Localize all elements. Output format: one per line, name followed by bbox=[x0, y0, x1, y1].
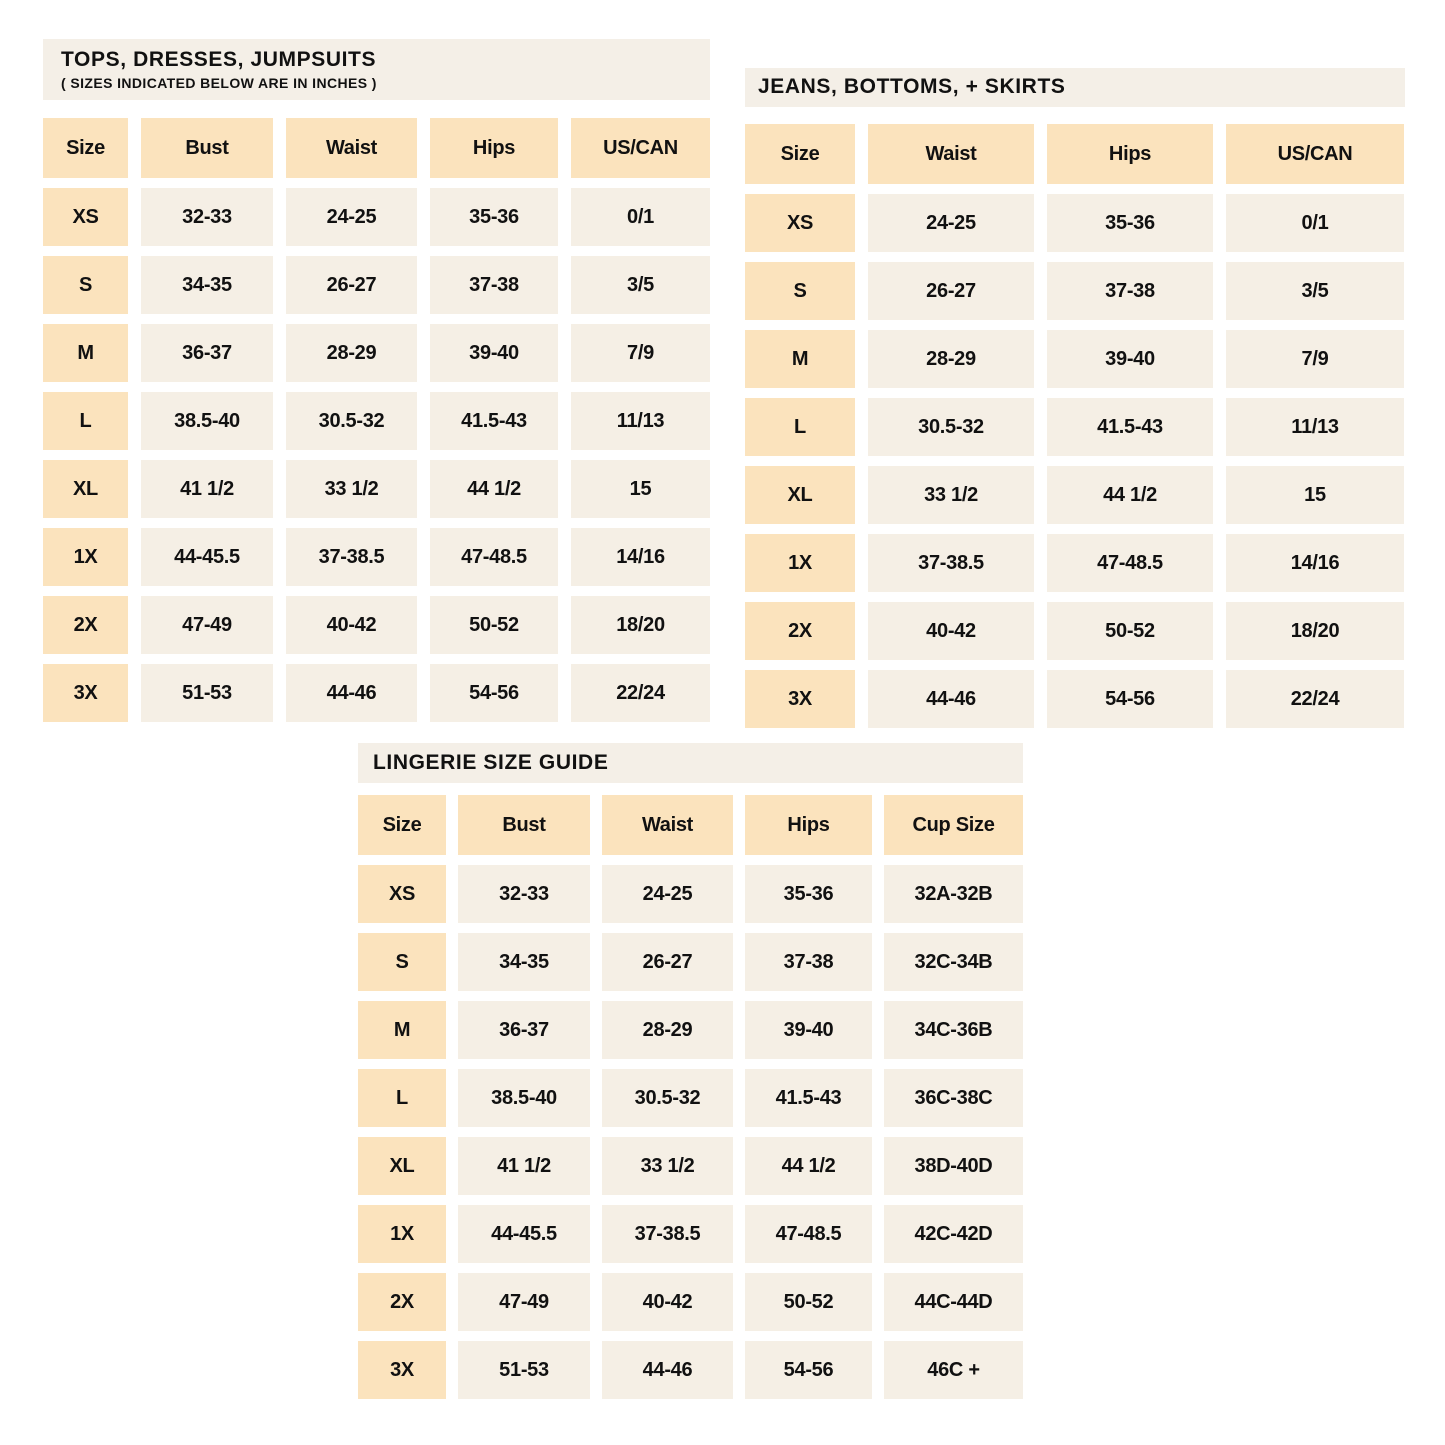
size-cell-s: S bbox=[745, 262, 855, 320]
us-can-cell-1x: 14/16 bbox=[1226, 534, 1404, 592]
bust-cell-xl: 41 1/2 bbox=[458, 1137, 590, 1195]
us-can-cell-xs: 0/1 bbox=[1226, 194, 1404, 252]
hips-cell-l: 41.5-43 bbox=[1047, 398, 1213, 456]
hips-cell-2x: 50-52 bbox=[745, 1273, 872, 1331]
waist-cell-m: 28-29 bbox=[286, 324, 417, 382]
bust-cell-xl: 41 1/2 bbox=[141, 460, 273, 518]
us-can-cell-s: 3/5 bbox=[1226, 262, 1404, 320]
us-can-cell-1x: 14/16 bbox=[571, 528, 710, 586]
column-header-bust: Bust bbox=[458, 795, 590, 855]
hips-cell-xl: 44 1/2 bbox=[745, 1137, 872, 1195]
bust-cell-3x: 51-53 bbox=[458, 1341, 590, 1399]
hips-cell-m: 39-40 bbox=[1047, 330, 1213, 388]
size-cell-xs: XS bbox=[43, 188, 128, 246]
waist-cell-1x: 37-38.5 bbox=[602, 1205, 733, 1263]
hips-cell-l: 41.5-43 bbox=[430, 392, 558, 450]
hips-cell-1x: 47-48.5 bbox=[430, 528, 558, 586]
size-cell-s: S bbox=[43, 256, 128, 314]
size-cell-2x: 2X bbox=[745, 602, 855, 660]
waist-cell-2x: 40-42 bbox=[286, 596, 417, 654]
bust-cell-2x: 47-49 bbox=[458, 1273, 590, 1331]
cup-size-cell-xl: 38D-40D bbox=[884, 1137, 1023, 1195]
column-header-waist: Waist bbox=[868, 124, 1034, 184]
size-cell-2x: 2X bbox=[358, 1273, 446, 1331]
column-header-waist: Waist bbox=[602, 795, 733, 855]
waist-cell-xs: 24-25 bbox=[602, 865, 733, 923]
us-can-cell-2x: 18/20 bbox=[1226, 602, 1404, 660]
hips-cell-1x: 47-48.5 bbox=[1047, 534, 1213, 592]
waist-cell-xs: 24-25 bbox=[868, 194, 1034, 252]
column-header-size: Size bbox=[745, 124, 855, 184]
us-can-cell-s: 3/5 bbox=[571, 256, 710, 314]
cup-size-cell-s: 32C-34B bbox=[884, 933, 1023, 991]
jeans-bottoms-skirts-table-section bbox=[745, 68, 1405, 728]
waist-cell-3x: 44-46 bbox=[868, 670, 1034, 728]
bust-cell-1x: 44-45.5 bbox=[141, 528, 273, 586]
bust-cell-l: 38.5-40 bbox=[141, 392, 273, 450]
waist-cell-s: 26-27 bbox=[602, 933, 733, 991]
hips-cell-3x: 54-56 bbox=[430, 664, 558, 722]
cup-size-cell-xs: 32A-32B bbox=[884, 865, 1023, 923]
waist-cell-s: 26-27 bbox=[286, 256, 417, 314]
cup-size-cell-2x: 44C-44D bbox=[884, 1273, 1023, 1331]
cup-size-cell-1x: 42C-42D bbox=[884, 1205, 1023, 1263]
column-header-size: Size bbox=[358, 795, 446, 855]
us-can-cell-xl: 15 bbox=[571, 460, 710, 518]
size-cell-3x: 3X bbox=[43, 664, 128, 722]
lingerie-table-title-banner bbox=[358, 743, 1023, 783]
us-can-cell-3x: 22/24 bbox=[571, 664, 710, 722]
us-can-cell-l: 11/13 bbox=[1226, 398, 1404, 456]
waist-cell-1x: 37-38.5 bbox=[868, 534, 1034, 592]
waist-cell-2x: 40-42 bbox=[602, 1273, 733, 1331]
waist-cell-s: 26-27 bbox=[868, 262, 1034, 320]
size-cell-s: S bbox=[358, 933, 446, 991]
tops-dresses-jumpsuits-table-section bbox=[43, 39, 710, 722]
size-cell-3x: 3X bbox=[745, 670, 855, 728]
waist-cell-xl: 33 1/2 bbox=[868, 466, 1034, 524]
hips-cell-xl: 44 1/2 bbox=[1047, 466, 1213, 524]
size-cell-xs: XS bbox=[745, 194, 855, 252]
bust-cell-2x: 47-49 bbox=[141, 596, 273, 654]
hips-cell-2x: 50-52 bbox=[1047, 602, 1213, 660]
cup-size-cell-l: 36C-38C bbox=[884, 1069, 1023, 1127]
hips-cell-m: 39-40 bbox=[745, 1001, 872, 1059]
tops-table-subtitle: ( SIZES INDICATED BELOW ARE IN INCHES ) bbox=[61, 75, 377, 92]
waist-cell-3x: 44-46 bbox=[286, 664, 417, 722]
cup-size-cell-m: 34C-36B bbox=[884, 1001, 1023, 1059]
size-cell-m: M bbox=[43, 324, 128, 382]
us-can-cell-xl: 15 bbox=[1226, 466, 1404, 524]
hips-cell-xl: 44 1/2 bbox=[430, 460, 558, 518]
bust-cell-s: 34-35 bbox=[458, 933, 590, 991]
column-header-size: Size bbox=[43, 118, 128, 178]
us-can-cell-xs: 0/1 bbox=[571, 188, 710, 246]
column-header-cup-size: Cup Size bbox=[884, 795, 1023, 855]
bust-cell-xs: 32-33 bbox=[141, 188, 273, 246]
size-cell-xl: XL bbox=[358, 1137, 446, 1195]
hips-cell-s: 37-38 bbox=[430, 256, 558, 314]
us-can-cell-2x: 18/20 bbox=[571, 596, 710, 654]
hips-cell-xs: 35-36 bbox=[430, 188, 558, 246]
size-cell-2x: 2X bbox=[43, 596, 128, 654]
column-header-waist: Waist bbox=[286, 118, 417, 178]
waist-cell-l: 30.5-32 bbox=[286, 392, 417, 450]
us-can-cell-m: 7/9 bbox=[1226, 330, 1404, 388]
hips-cell-3x: 54-56 bbox=[745, 1341, 872, 1399]
us-can-cell-m: 7/9 bbox=[571, 324, 710, 382]
size-cell-m: M bbox=[358, 1001, 446, 1059]
waist-cell-xs: 24-25 bbox=[286, 188, 417, 246]
size-cell-xs: XS bbox=[358, 865, 446, 923]
hips-cell-l: 41.5-43 bbox=[745, 1069, 872, 1127]
hips-cell-s: 37-38 bbox=[745, 933, 872, 991]
bust-cell-l: 38.5-40 bbox=[458, 1069, 590, 1127]
jeans-size-table bbox=[745, 124, 1405, 728]
waist-cell-1x: 37-38.5 bbox=[286, 528, 417, 586]
size-cell-l: L bbox=[358, 1069, 446, 1127]
waist-cell-l: 30.5-32 bbox=[602, 1069, 733, 1127]
column-header-hips: Hips bbox=[1047, 124, 1213, 184]
jeans-table-title-banner bbox=[745, 68, 1405, 107]
hips-cell-1x: 47-48.5 bbox=[745, 1205, 872, 1263]
lingerie-table-title: LINGERIE SIZE GUIDE bbox=[373, 750, 609, 774]
cup-size-cell-3x: 46C + bbox=[884, 1341, 1023, 1399]
bust-cell-m: 36-37 bbox=[458, 1001, 590, 1059]
hips-cell-xs: 35-36 bbox=[1047, 194, 1213, 252]
bust-cell-1x: 44-45.5 bbox=[458, 1205, 590, 1263]
column-header-us-can: US/CAN bbox=[1226, 124, 1404, 184]
size-cell-m: M bbox=[745, 330, 855, 388]
lingerie-size-guide-table-section bbox=[358, 743, 1023, 1399]
hips-cell-2x: 50-52 bbox=[430, 596, 558, 654]
bust-cell-m: 36-37 bbox=[141, 324, 273, 382]
size-cell-xl: XL bbox=[43, 460, 128, 518]
size-cell-1x: 1X bbox=[745, 534, 855, 592]
waist-cell-m: 28-29 bbox=[868, 330, 1034, 388]
bust-cell-s: 34-35 bbox=[141, 256, 273, 314]
tops-size-table bbox=[43, 118, 710, 722]
waist-cell-l: 30.5-32 bbox=[868, 398, 1034, 456]
waist-cell-xl: 33 1/2 bbox=[602, 1137, 733, 1195]
tops-table-title: TOPS, DRESSES, JUMPSUITS bbox=[61, 47, 377, 71]
waist-cell-xl: 33 1/2 bbox=[286, 460, 417, 518]
size-cell-l: L bbox=[745, 398, 855, 456]
hips-cell-m: 39-40 bbox=[430, 324, 558, 382]
bust-cell-xs: 32-33 bbox=[458, 865, 590, 923]
hips-cell-3x: 54-56 bbox=[1047, 670, 1213, 728]
size-cell-xl: XL bbox=[745, 466, 855, 524]
size-cell-l: L bbox=[43, 392, 128, 450]
column-header-hips: Hips bbox=[430, 118, 558, 178]
waist-cell-m: 28-29 bbox=[602, 1001, 733, 1059]
waist-cell-2x: 40-42 bbox=[868, 602, 1034, 660]
waist-cell-3x: 44-46 bbox=[602, 1341, 733, 1399]
column-header-hips: Hips bbox=[745, 795, 872, 855]
us-can-cell-3x: 22/24 bbox=[1226, 670, 1404, 728]
size-cell-3x: 3X bbox=[358, 1341, 446, 1399]
tops-table-title-banner bbox=[43, 39, 710, 100]
size-cell-1x: 1X bbox=[358, 1205, 446, 1263]
column-header-us-can: US/CAN bbox=[571, 118, 710, 178]
us-can-cell-l: 11/13 bbox=[571, 392, 710, 450]
jeans-table-title: JEANS, BOTTOMS, + SKIRTS bbox=[758, 75, 1066, 99]
column-header-bust: Bust bbox=[141, 118, 273, 178]
hips-cell-s: 37-38 bbox=[1047, 262, 1213, 320]
size-cell-1x: 1X bbox=[43, 528, 128, 586]
lingerie-size-table bbox=[358, 795, 1023, 1399]
bust-cell-3x: 51-53 bbox=[141, 664, 273, 722]
hips-cell-xs: 35-36 bbox=[745, 865, 872, 923]
